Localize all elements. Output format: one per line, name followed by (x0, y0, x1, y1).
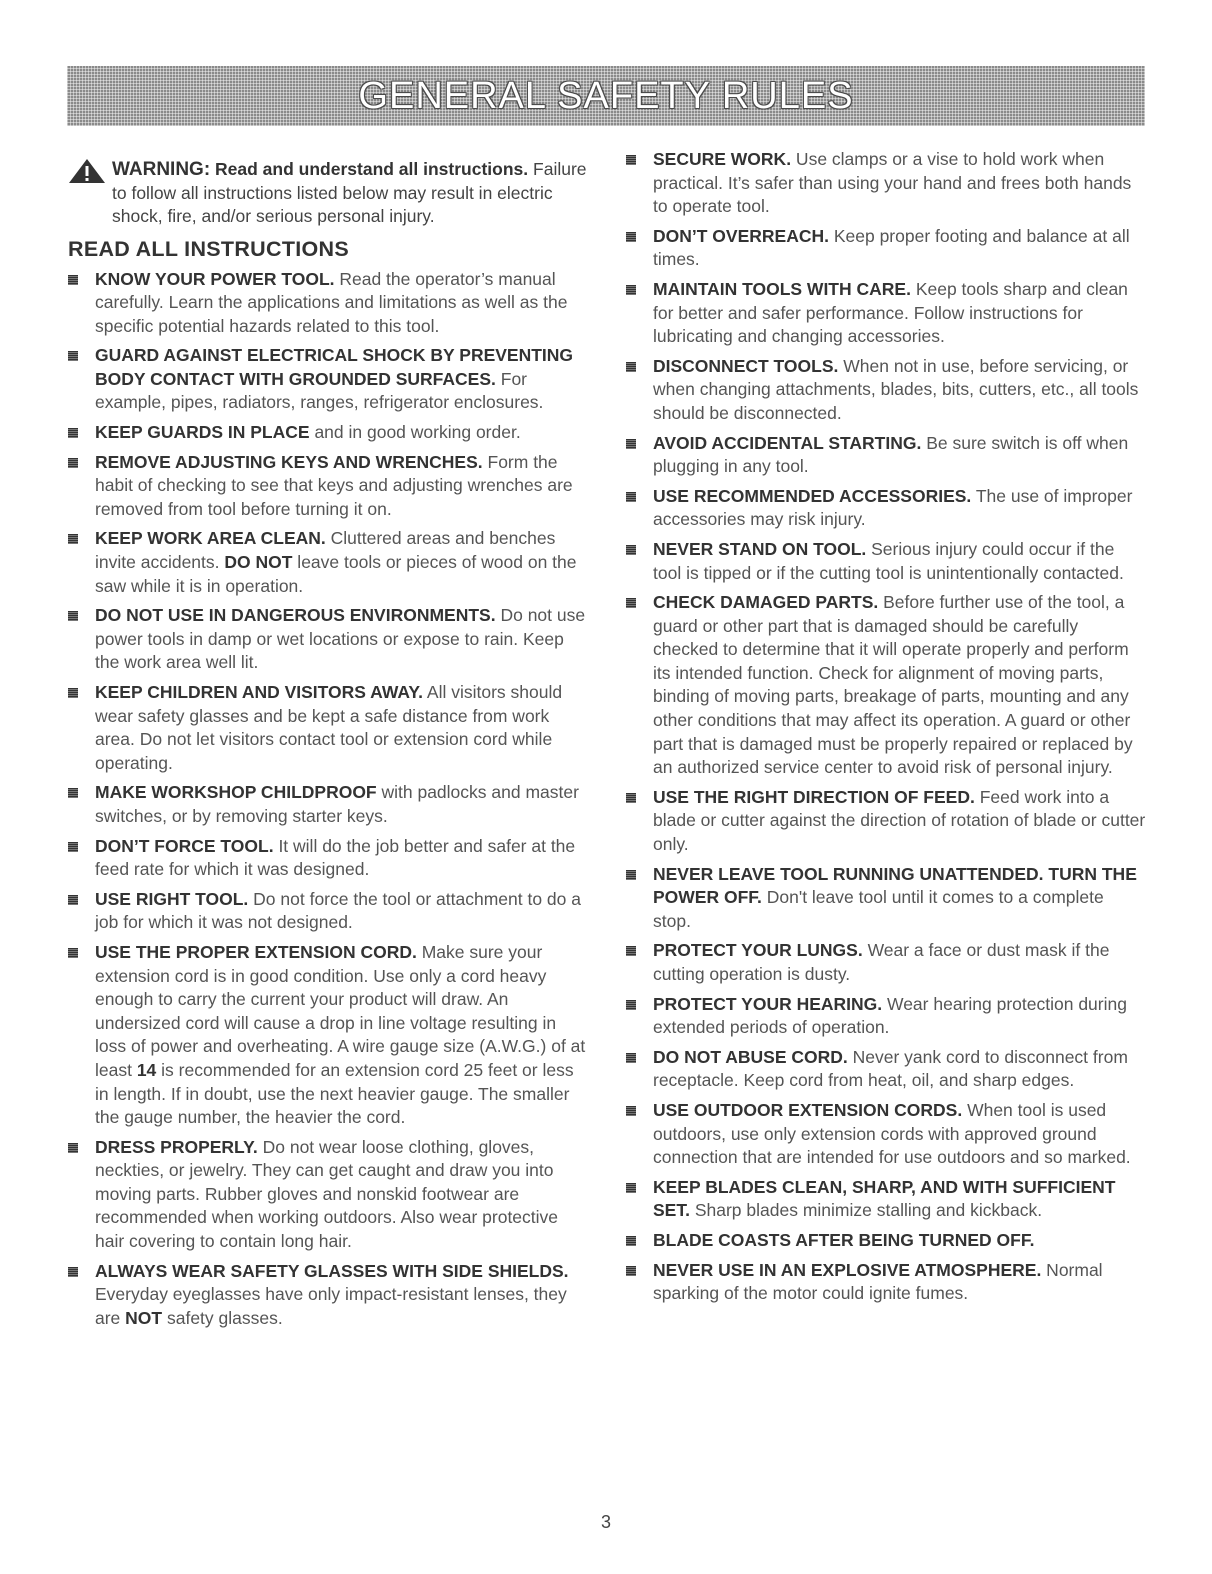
rule-text: For example, pipes, radiators, ranges, refrigerator enclosures. (95, 368, 544, 413)
rule-title: KEEP BLADES CLEAN, SHARP, AND WITH SUFFICIENT SET. (653, 1176, 1116, 1221)
square-bullet-icon (626, 155, 636, 165)
rule-title: MAINTAIN TOOLS WITH CARE. (653, 278, 911, 299)
rule-item (68, 421, 590, 445)
rule-text: Sharp blades minimize stalling and kickback. (689, 1200, 1043, 1221)
left-rules-list (68, 268, 590, 1331)
rule-title: DON’T FORCE TOOL. (95, 835, 274, 856)
rule-title: GUARD AGAINST ELECTRICAL SHOCK BY PREVENTING BODY CONTACT WITH GROUNDED SURFACES. (95, 345, 574, 389)
rule-text: is recommended for an extension cord 25 feet or less in length. If in doubt, use the next heavier gauge. The smaller the gauge number, the heavier the cord. (95, 1059, 574, 1128)
square-bullet-icon (626, 232, 636, 242)
rule-text: Make sure your extension cord is in good condition. Use only a cord heavy enough to carry the current your product will draw. An undersized cord will cause a drop in line voltage resulting in loss of power and overheating. A wire gauge size (A.W.G.) of at least (95, 941, 586, 1080)
rule-text: Wear hearing protection during extended periods of operation. (653, 993, 1127, 1038)
rule-item (626, 993, 1146, 1040)
rule-text: Do not wear loose clothing, gloves, neckties, or jewelry. They can get caught and draw you into moving parts. Rubber gloves and nonskid footwear are recommended when working outdoors. Also wear protective hair covering to contain long hair. (95, 1136, 559, 1252)
rule-title: PROTECT YOUR LUNGS. (653, 940, 863, 961)
square-bullet-icon (68, 948, 78, 958)
rule-text: Keep proper footing and balance at all times. (653, 225, 1130, 270)
rule-text: Form the habit of checking to see that keys and adjusting wrenches are removed from tool before turning it on. (95, 451, 573, 519)
rule-item (626, 591, 1146, 780)
square-bullet-icon (68, 428, 78, 438)
rule-title: NEVER USE IN AN EXPLOSIVE ATMOSPHERE. (653, 1259, 1042, 1280)
rule-title: MAKE WORKSHOP CHILDPROOF (95, 782, 377, 803)
square-bullet-icon (626, 492, 636, 502)
square-bullet-icon (626, 598, 636, 608)
rule-item (68, 344, 590, 415)
rule-title: BLADE COASTS AFTER BEING TURNED OFF. (653, 1229, 1035, 1250)
square-bullet-icon (626, 1236, 636, 1246)
left-column (68, 148, 590, 1336)
rule-item (68, 835, 590, 882)
rule-title: KEEP GUARDS IN PLACE (95, 422, 310, 443)
rule-item (626, 1046, 1146, 1093)
rule-text: Do not force the tool or attachment to do a job for which it was not designed. (95, 888, 581, 933)
rule-text: Feed work into a blade or cutter against the direction of rotation of blade or cutter only. (653, 786, 1146, 855)
rule-text: Keep tools sharp and clean for better and safer performance. Follow instructions for lubricating and changing accessories. (653, 278, 1128, 347)
rule-text: leave tools or pieces of wood on the saw while it is in operation. (95, 552, 577, 596)
square-bullet-icon (68, 895, 78, 905)
rule-title: DRESS PROPERLY. (95, 1136, 258, 1157)
rule-text: Use clamps or a vise to hold work when practical. It’s safer than using your hand and frees both hands to operate tool. (653, 149, 1132, 217)
square-bullet-icon (68, 1143, 78, 1153)
rule-title: KEEP WORK AREA CLEAN. (95, 528, 326, 549)
rule-emphasis: 14 (136, 1059, 157, 1080)
square-bullet-icon (68, 534, 78, 544)
rule-text: safety glasses. (162, 1307, 283, 1328)
rule-emphasis: DO NOT (224, 552, 293, 573)
rule-text: The use of improper accessories may risk injury. (653, 485, 1133, 530)
rule-item (626, 225, 1146, 272)
rule-title: PROTECT YOUR HEARING. (653, 993, 883, 1014)
rule-item (68, 451, 590, 522)
rule-title: DISCONNECT TOOLS. (653, 355, 839, 376)
right-rules-list (626, 148, 1146, 1306)
rule-item (68, 941, 590, 1130)
rule-title: DO NOT ABUSE CORD. (653, 1046, 848, 1067)
rule-text: Before further use of the tool, a guard or other part that is damaged should be carefully checked to determine that it will operate properly and perform its intended function. Check for alignment of moving parts, binding of moving parts, breakage of parts, mounting and any other conditions that may affect its operation. A guard or other part that is damaged must be properly repaired or replaced by an authorized service center to avoid risk of personal injury. (653, 592, 1133, 778)
rule-text: and in good working order. (309, 422, 521, 443)
square-bullet-icon (626, 439, 636, 449)
square-bullet-icon (626, 285, 636, 295)
square-bullet-icon (626, 1000, 636, 1010)
square-bullet-icon (626, 793, 636, 803)
square-bullet-icon (68, 351, 78, 361)
rule-item (626, 355, 1146, 426)
square-bullet-icon (626, 1106, 636, 1116)
rule-item (68, 888, 590, 935)
rule-text: Cluttered areas and benches invite accidents. (95, 528, 556, 573)
square-bullet-icon (626, 1053, 636, 1063)
rule-text: Be sure switch is off when plugging in any tool. (653, 432, 1129, 477)
square-bullet-icon (68, 611, 78, 621)
rule-title: NEVER LEAVE TOOL RUNNING UNATTENDED. TURN THE POWER OFF. (653, 863, 1137, 908)
rule-item (626, 786, 1146, 857)
page-title: GENERAL SAFETY RULES (358, 74, 854, 117)
rule-item (68, 268, 590, 339)
rule-text: Wear a face or dust mask if the cutting operation is dusty. (653, 940, 1110, 984)
rule-title: SECURE WORK. (653, 149, 792, 169)
rule-title: USE RIGHT TOOL. (95, 888, 249, 909)
warning-triangle-icon (68, 158, 106, 184)
rule-title: CHECK DAMAGED PARTS. (653, 592, 879, 613)
square-bullet-icon (626, 1266, 636, 1276)
rule-text: All visitors should wear safety glasses and be kept a safe distance from work area. Do not let visitors contact tool or extension cord while operating. (95, 682, 563, 773)
rule-title: USE OUTDOOR EXTENSION CORDS. (653, 1099, 963, 1120)
rule-item (68, 781, 590, 828)
section-heading: READ ALL INSTRUCTIONS (68, 236, 350, 261)
square-bullet-icon (626, 545, 636, 555)
rule-text: Serious injury could occur if the tool is tipped or if the cutting tool is unintentionally contacted. (653, 538, 1124, 583)
page-number: 3 (600, 1512, 611, 1532)
rule-item (68, 1136, 590, 1254)
rule-text: Everyday eyeglasses have only impact-resistant lenses, they are (95, 1284, 567, 1328)
rule-item (626, 1229, 1146, 1253)
rule-item (626, 538, 1146, 585)
square-bullet-icon (68, 1267, 78, 1277)
rule-item (68, 1260, 590, 1331)
rule-text: with padlocks and master switches, or by removing starter keys. (95, 782, 579, 826)
square-bullet-icon (68, 275, 78, 285)
rule-title: DO NOT USE IN DANGEROUS ENVIRONMENTS. (95, 605, 496, 626)
rule-item (68, 604, 590, 675)
rule-item (626, 1259, 1146, 1306)
rule-item (626, 1099, 1146, 1170)
rule-title: USE THE RIGHT DIRECTION OF FEED. (653, 786, 975, 807)
square-bullet-icon (626, 1183, 636, 1193)
rule-title: NEVER STAND ON TOOL. (653, 538, 867, 559)
rule-text: Read the operator’s manual carefully. Learn the applications and limitations as well as the specific potential hazards related to this tool. (95, 268, 568, 336)
rule-item (626, 863, 1146, 934)
rule-text: Do not use power tools in damp or wet locations or expose to rain. Keep the work area well lit. (95, 605, 586, 673)
square-bullet-icon (68, 458, 78, 468)
square-bullet-icon (626, 946, 636, 956)
rule-item (626, 432, 1146, 479)
rule-title: KNOW YOUR POWER TOOL. (95, 268, 335, 289)
rule-item (626, 485, 1146, 532)
square-bullet-icon (626, 870, 636, 880)
rule-title: USE THE PROPER EXTENSION CORD. (95, 941, 417, 962)
rule-item (626, 939, 1146, 986)
warning-label: WARNING: (112, 159, 211, 180)
rule-item (626, 1176, 1146, 1223)
rule-item (626, 148, 1146, 219)
rule-title: REMOVE ADJUSTING KEYS AND WRENCHES. (95, 451, 483, 472)
rule-item (68, 681, 590, 775)
warning-bold-text: Read and understand all instructions. (215, 159, 529, 179)
rule-title: KEEP CHILDREN AND VISITORS AWAY. (95, 682, 424, 702)
rule-item (68, 527, 590, 598)
rule-text: When tool is used outdoors, use only extension cords with approved ground connection that are intended for use outdoors and so marked. (653, 1099, 1131, 1168)
rule-item (626, 278, 1146, 349)
square-bullet-icon (68, 788, 78, 798)
rule-text: Never yank cord to disconnect from receptacle. Keep cord from heat, oil, and sharp edges. (653, 1046, 1128, 1091)
rule-title: USE RECOMMENDED ACCESSORIES. (653, 485, 972, 506)
title-banner (67, 66, 1145, 126)
warning-block (68, 158, 590, 229)
rule-title: DON’T OVERREACH. (653, 225, 829, 246)
square-bullet-icon (626, 362, 636, 372)
right-column (626, 148, 1146, 1312)
rule-text: It will do the job better and safer at the feed rate for which it was designed. (95, 835, 576, 880)
rule-text: Don't leave tool until it comes to a complete stop. (653, 887, 1104, 931)
rule-title: ALWAYS WEAR SAFETY GLASSES WITH SIDE SHIELDS. (95, 1260, 569, 1281)
warning-text: Failure to follow all instructions listed below may result in electric shock, fire, and/or serious personal injury. (112, 159, 587, 226)
rule-title: AVOID ACCIDENTAL STARTING. (653, 432, 922, 453)
square-bullet-icon (68, 688, 78, 698)
rule-text: Normal sparking of the motor could ignite fumes. (653, 1259, 1103, 1304)
rule-emphasis: NOT (125, 1307, 163, 1328)
rule-text: When not in use, before servicing, or when changing attachments, blades, bits, cutters, etc., all tools should be disconnected. (653, 355, 1139, 423)
square-bullet-icon (68, 842, 78, 852)
